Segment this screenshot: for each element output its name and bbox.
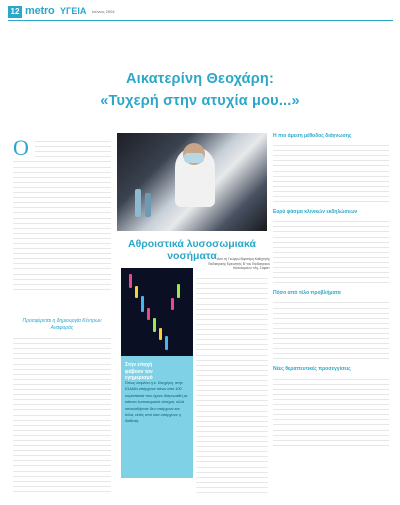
section-title: ΥΓΕΙΑ: [60, 6, 87, 16]
body-text-column-1b: [13, 334, 111, 494]
article-subhead: Αθροιστικά λυσοσωμιακά νοσήματα: [128, 238, 256, 262]
right-section-text: [273, 374, 389, 445]
photo-mask: [184, 153, 204, 163]
right-section-heading: Ευρύ φάσμα κλινικών εκδηλώσεων: [273, 209, 358, 216]
right-section-2: [273, 209, 389, 283]
photo-test-tube-2: [145, 193, 151, 217]
masthead-divider: [8, 20, 393, 21]
dna-image: [121, 268, 193, 356]
right-column: [273, 133, 389, 498]
right-section-heading: Πόσο από τέλο προβλήματα: [273, 290, 341, 297]
issue-date: Ιούνιος 2004: [92, 9, 115, 14]
sidebar-heading: Στην εποχή φάβουν τον εγημερισμό: [125, 362, 153, 381]
right-section-1: [273, 133, 389, 202]
photo-test-tube: [135, 189, 141, 217]
sidebar-text: Όπως επιμένει η κ. Θεοχάρη, στην Ελλάδα υπάρχουν πάνω από 100 περιστατικά που έχουν διαγνωσθεί με κάποιο λυσοσωμιακό νόσημα, αλλά οποιοσδήποτε δεν υπάρχουν και άλλα, εκτός από όσα υπάρχουν η διάθεση.: [125, 381, 188, 424]
lab-photo: [117, 133, 267, 231]
right-section-3: [273, 290, 389, 359]
page-number: 12: [8, 6, 22, 18]
dropcap: Ο: [13, 135, 29, 160]
headline-name: Αικατερίνη Θεοχάρη:: [125, 71, 274, 87]
headline-quote: «Τυχερή στην ατυχία μου...»: [100, 93, 300, 109]
pull-quote: Προσφέρεται η δημιουργία Κέντρων Αναφοράς: [22, 318, 102, 331]
right-section-text: [273, 141, 389, 202]
brand-logo: metro: [25, 5, 55, 17]
right-section-text: [273, 217, 389, 283]
right-section-heading: Η πιο άμεση μέθοδος διάγνωσης: [273, 133, 352, 139]
masthead: [8, 6, 393, 20]
body-text-column-2: [196, 274, 268, 494]
byline: Από τη Γεώργιο Βαρσάμη Καθηγητής Παιδιατρικής Ερευνητής Β' του Παιδιατρικού Νοσοκομείου «Αγ. Σοφία»: [208, 257, 270, 270]
right-section-heading: Νέες θεραπευτικές προσεγγίσεις: [273, 366, 351, 373]
right-section-text: [273, 298, 389, 359]
right-section-4: [273, 366, 389, 445]
sidebar-box: [121, 356, 193, 478]
body-text-column-1: [13, 137, 111, 302]
